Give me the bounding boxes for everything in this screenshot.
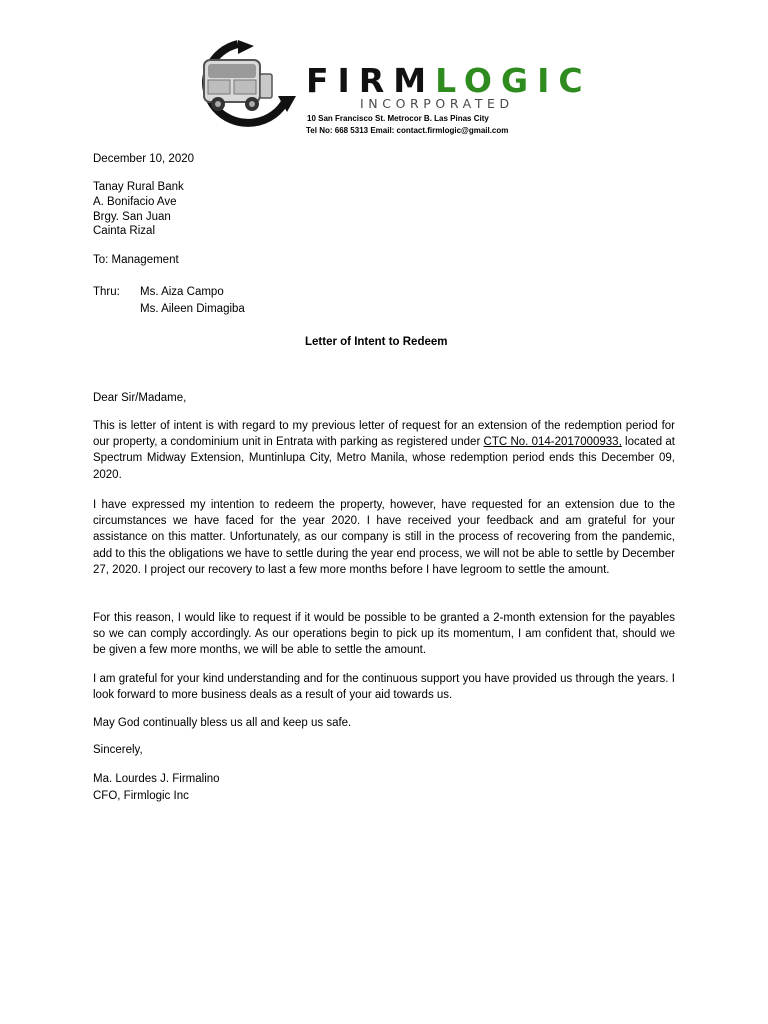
brand-subtitle: INCORPORATED	[360, 96, 514, 111]
to-line: To: Management	[93, 254, 179, 266]
thru-name: Ms. Aileen Dimagiba	[140, 303, 245, 315]
paragraph-text: located at Spectrum Midway Extension, Muntinlupa City, Metro Manila, whose redemption period ends this December 09, 2020.	[93, 436, 675, 481]
recipient-line: A. Bonifacio Ave	[93, 196, 177, 208]
body-paragraph-3: For this reason, I would like to request if it would be possible to be granted a 2-month extension for the payables so we can comply accordingly. As our operations begin to pick up its momentum, I am confident that, should we be given a few more months, we will be able to settle the amount.	[93, 612, 675, 657]
recipient-line: Brgy. San Juan	[93, 211, 171, 223]
salutation: Dear Sir/Madame,	[93, 392, 187, 404]
thru-label: Thru:	[93, 286, 120, 298]
paragraph-text: This is letter of intent is with regard to my previous letter of request for an extension of the redemption period for our property, a condominium unit in Entrata with parking as registered under	[93, 420, 675, 449]
recipient-line: Tanay Rural Bank	[93, 181, 184, 193]
signer-name: Ma. Lourdes J. Firmalino	[93, 773, 220, 785]
company-address: 10 San Francisco St. Metrocor B. Las Pinas City	[307, 114, 489, 123]
body-paragraph-2: I have expressed my intention to redeem the property, however, have requested for an extension due to the circumstances we have faced for the year 2020. I have received your feedback and am grateful for your assistance on this matter. Unfortunately, as our company is still in the process of recovering from the pandemic, add to this the obligations we have to settle during the year end process, we will not be able to settle by December 27, 2020. I project our recovery to last a few more months before I have legroom to settle the amount.	[93, 499, 675, 576]
closing: Sincerely,	[93, 744, 143, 756]
brand-part-1: FIRM	[306, 61, 436, 100]
body-paragraph-5: May God continually bless us all and keep us safe.	[93, 717, 352, 729]
recipient-line: Cainta Rizal	[93, 225, 155, 237]
signer-title: CFO, Firmlogic Inc	[93, 790, 189, 802]
brand-part-2: LOGIC	[435, 61, 592, 100]
letter-date: December 10, 2020	[93, 153, 195, 165]
company-contact: Tel No: 668 5313 Email: contact.firmlogic@gmail.com	[306, 126, 509, 135]
ctc-number: CTC No. 014-2017000933,	[483, 436, 622, 449]
letter-subject: Letter of Intent to Redeem	[305, 336, 448, 348]
brand-name	[306, 61, 592, 100]
body-paragraph-4: I am grateful for your kind understanding and for the continuous support you have provided us through the years. I look forward to more business deals as a result of your aid towards us.	[93, 673, 675, 702]
thru-name: Ms. Aiza Campo	[140, 286, 224, 298]
body-paragraph-1	[93, 418, 675, 483]
